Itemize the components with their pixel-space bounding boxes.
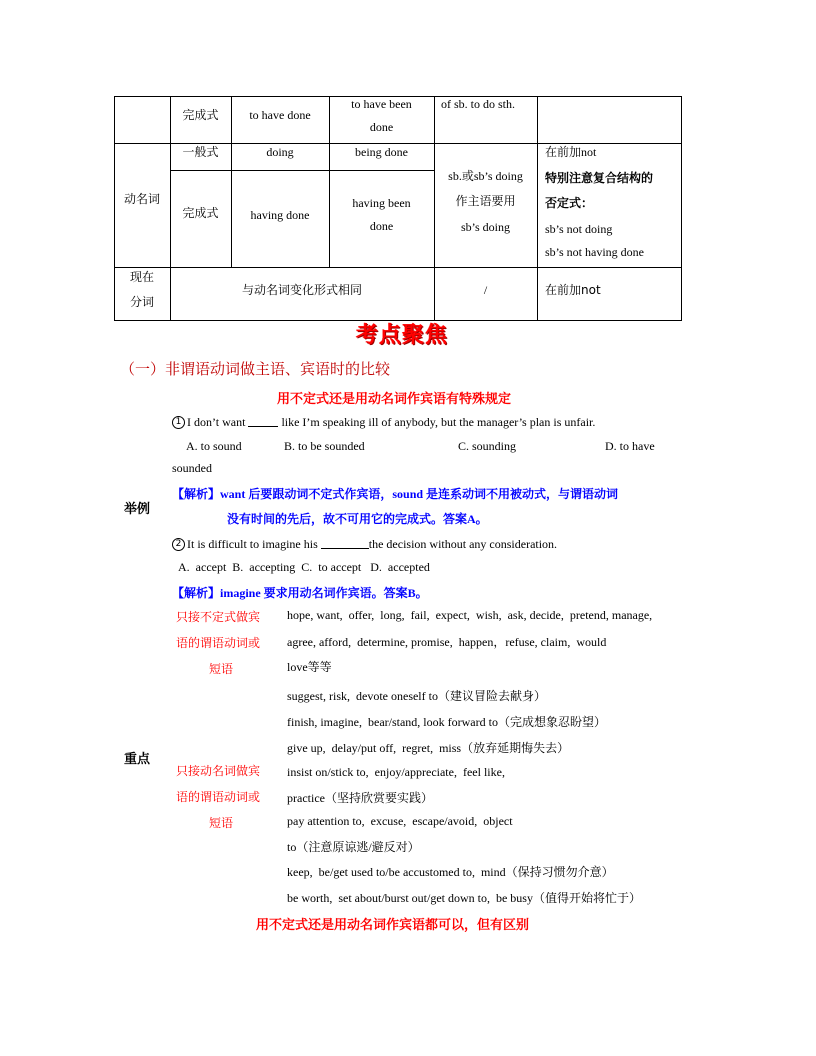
table-cell: sb.或sb’s doing [448,169,523,183]
analysis-tag: 【解析】 [172,586,221,600]
question-text: the decision without any consideration. [368,537,558,551]
table-cell: done [369,120,394,134]
verb-list-line: agree, afford, determine, promise, happen，refuse, claim, would [287,635,607,649]
table-cell-perfect: 完成式 [182,108,219,122]
table-row-label-participle: 现在 [129,270,154,284]
infinitive-verbs-label: 只接不定式做宾 [176,610,261,624]
rule-heading: 用不定式还是用动名词作宾语都可以，但有区别 [256,918,530,933]
question-text: I don’t want [187,415,249,429]
analysis-text: imagine 要求用动名词作宾语。答案B。 [220,586,428,600]
verb-list-line: insist on/stick to, enjoy/appreciate, feel like, [287,765,505,779]
infinitive-verbs-label: 短语 [209,662,234,676]
question-number: 2 [172,538,185,551]
key-label: 重点 [124,752,151,767]
table-cell-perfect: 完成式 [182,206,219,220]
table-border [114,267,682,268]
gerund-verbs-label: 语的谓语动词或 [176,790,261,804]
gerund-verbs-label: 短语 [209,816,234,830]
table-border [537,96,538,321]
table-cell: 否定式： [545,196,594,210]
question-text: like I’m speaking ill of anybody, but the manager’s plan is unfair. [278,415,596,429]
verb-list-line: be worth, set about/burst out/get down to, be busy（值得开始将忙于） [287,891,641,905]
table-cell: sb’s not doing [545,222,613,236]
analysis-1 [172,485,618,502]
verb-list-line: pay attention to, excuse, escape/avoid, object [287,814,513,828]
option-a: A. to sound [186,439,242,453]
verb-list-line: practice（坚持欣赏要实践） [287,791,433,805]
verb-list-line: finish, imagine, bear/stand, look forward to（完成想象忍盼望） [287,715,606,729]
infinitive-verbs-label: 语的谓语动词或 [176,636,261,650]
rule-heading: 用不定式还是用动名词作宾语有特殊规定 [277,392,512,407]
table-cell: 与动名词变化形式相同 [241,283,362,297]
table-cell: having been [352,196,411,210]
question-text: It is difficult to imagine his [187,537,321,551]
table-cell: doing [266,145,294,159]
question-2 [172,536,557,552]
table-cell-simple: 一般式 [182,145,219,159]
answer-blank [321,536,369,549]
verb-list-line: suggest, risk, devote oneself to（建议冒险去献身） [287,689,546,703]
table-cell: of sb. to do sth. [441,97,516,111]
question-2-options: A. accept B. accepting C. to accept D. accepted [178,560,430,574]
verb-list-line: keep, be/get used to/be accustomed to, mind（保持习惯勿介意） [287,865,614,879]
answer-blank [248,414,278,427]
page-heading: 考点聚焦 [356,323,449,348]
example-label: 举例 [124,502,151,517]
option-c: C. sounding [458,439,517,453]
option-b: B. to be sounded [284,439,365,453]
option-d: D. to have [605,439,655,453]
table-cell: 作主语要用 [455,194,516,208]
analysis-text: want 后要跟动词不定式作宾语，sound 是连系动词不用被动式，与谓语动词 [220,487,619,501]
grammar-table [114,96,682,321]
table-cell: to have done [249,108,311,122]
table-cell: 在前加not [545,283,601,297]
analysis-2 [172,584,428,601]
table-border [681,96,682,321]
table-cell: sb’s not having done [545,245,644,259]
table-cell: done [369,219,394,233]
table-cell: having done [250,208,310,222]
gerund-verbs-label: 只接动名词做宾 [176,764,261,778]
table-row-label-participle: 分词 [129,295,154,309]
analysis-tag: 【解析】 [172,487,221,501]
table-cell: to have been [351,97,412,111]
question-number: 1 [172,416,185,429]
table-cell: 在前加not [545,145,597,159]
table-cell: sb’s doing [460,220,510,234]
verb-list-line: love等等 [287,660,332,674]
table-row-label-gerund: 动名词 [123,192,160,206]
table-cell: 特别注意复合结构的 [545,171,654,185]
section-title: （一）非谓语动词做主语、宾语时的比较 [120,360,391,378]
analysis-1-line2: 没有时间的先后，故不可用它的完成式。答案A。 [227,512,488,526]
table-border [170,170,434,171]
question-1 [172,414,595,430]
table-cell: / [483,283,488,297]
option-d-tail: sounded [172,461,212,475]
table-cell: being done [355,145,408,159]
verb-list-line: hope, want, offer, long, fail, expect, wish, ask, decide, pretend, manage, [287,608,653,622]
verb-list-line: to（注意原谅逃/避反对） [287,840,420,854]
verb-list-line: give up, delay/put off, regret, miss（放弃延期悔失去） [287,741,570,755]
